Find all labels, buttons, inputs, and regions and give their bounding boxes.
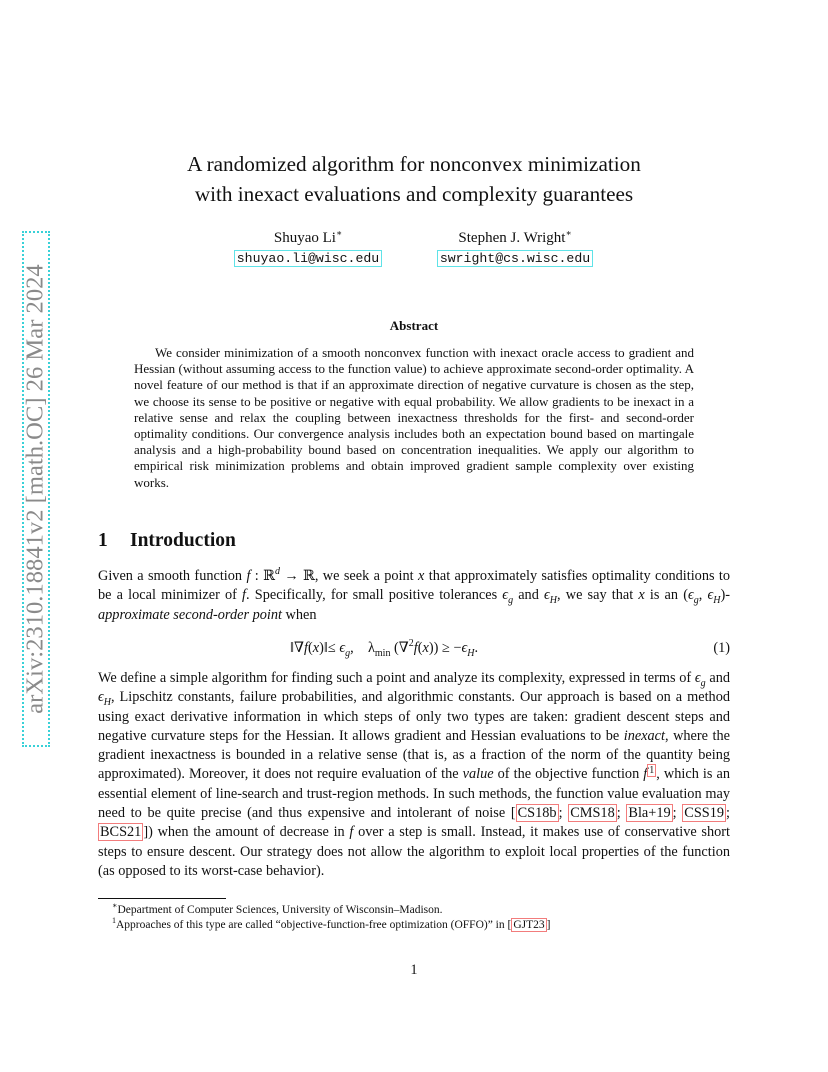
arxiv-identifier-text: arXiv:2310.18841v2 [math.OC] 26 Mar 2024 (22, 264, 49, 714)
defined-term: approximate second-order point (98, 606, 282, 623)
equation-expression: ‖∇f(x)‖≤ $\epsilon_g$, $\lambda_{min}$ $(\nabla^2f(x)) \ge -\epsilon_H$. (290, 638, 479, 659)
paper-title (130, 149, 698, 209)
title-line-2: with inexact evaluations and complexity guarantees (194, 182, 634, 206)
citation-link[interactable]: Bla+19 (628, 805, 671, 822)
intro-paragraph-2: We define a simple algorithm for finding such a point and analyze its complexity, expressed in terms of $\epsilon_g$ and $\epsilon_H$, Lipschitz constants, failure probabilities, and algorithmic constants. Our approach is based on a method using exact derivative information in which steps of only two types are taken: gradient descent steps and negative curvature steps for the Hessian. It allows gradient and Hessian evaluations to be inexact, where the gradient inexactness is bounded in a relative sense (that is, as a fraction of the norm of the quantity being approximated). Moreover, it does not require evaluation of the value of the objective function f $^1$ , which is an essential element of line-search and trust-region methods. In such methods, the function value evaluation may need to be quite precise (and thus expensive and intolerant of noise [ CS18b ; CMS18 ; Bla+19 ; CSS19 ; BCS21 ]) when the amount of decrease in f over a step is small. Instead, it makes use of conservative short steps to ensure descent. Our strategy does not allow the algorithm to exploit local properties of the function (as opposed to its worst-case behavior). (98, 670, 731, 879)
author-email-link[interactable]: shuyao.li@wisc.edu (234, 250, 382, 267)
footnote-affiliation: ∗Department of Computer Sciences, University of Wisconsin–Madison. (112, 901, 443, 916)
citation-link[interactable]: GJT23 (513, 919, 545, 931)
author-1 (228, 228, 388, 268)
citation-link[interactable]: CMS18 (570, 805, 615, 822)
citation-link[interactable]: BCS21 (100, 824, 142, 841)
footnote-ref-link[interactable]: 1 (649, 764, 655, 776)
title-line-1: A randomized algorithm for nonconvex minimization (187, 152, 641, 176)
equation-1 (98, 637, 730, 659)
footnote-rule (98, 898, 226, 899)
arxiv-identifier-link[interactable] (22, 231, 50, 747)
section-number: 1 (98, 530, 108, 551)
section-heading (98, 530, 236, 552)
intro-paragraph-1: Given a smooth function f : ℝ$^d$ → ℝ, we seek a point x that approximately satisfies optimality conditions to be a local minimizer of f. Specifically, for small positive tolerances $\epsilon_g$ and $\epsilon_H$, we say that x is an ($\epsilon_g$, $\epsilon_H$)-approximate second-order point when (98, 566, 731, 623)
author-name: Shuyao Li∗ (273, 228, 343, 246)
citation-link[interactable]: CS18b (517, 805, 557, 822)
author-email-link[interactable]: swright@cs.wisc.edu (437, 250, 593, 267)
page-number: 1 (410, 962, 418, 978)
author-name: Stephen J. Wright∗ (458, 228, 572, 246)
section-title: Introduction (130, 530, 236, 551)
footnote-offo: $^1$Approaches of this type are called “objective-function-free optimization (OFFO)” in [ GJT23 ] (112, 916, 551, 931)
abstract-body: We consider minimization of a smooth nonconvex function with inexact oracle access to gradient and Hessian (without assuming access to the function value) to achieve approximate second-order optimality. A novel feature of our method is that if an approximate direction of negative curvature is chosen as the step, we choose its sense to be positive or negative with equal probability. We allow gradients to be inexact in a relative sense and relax the coupling between inexactness thresholds for the first- and second-order optimality conditions. Our convergence analysis includes both an expectation bound based on martingale analysis and a high-probability bound based on concentration inequalities. We apply our algorithm to empirical risk minimization problems and obtain improved gradient sample complexity over existing works. (134, 345, 694, 490)
equation-number: (1) (713, 640, 730, 656)
author-2 (430, 228, 600, 268)
citation-link[interactable]: CSS19 (684, 805, 725, 822)
abstract-heading: Abstract (389, 318, 439, 333)
